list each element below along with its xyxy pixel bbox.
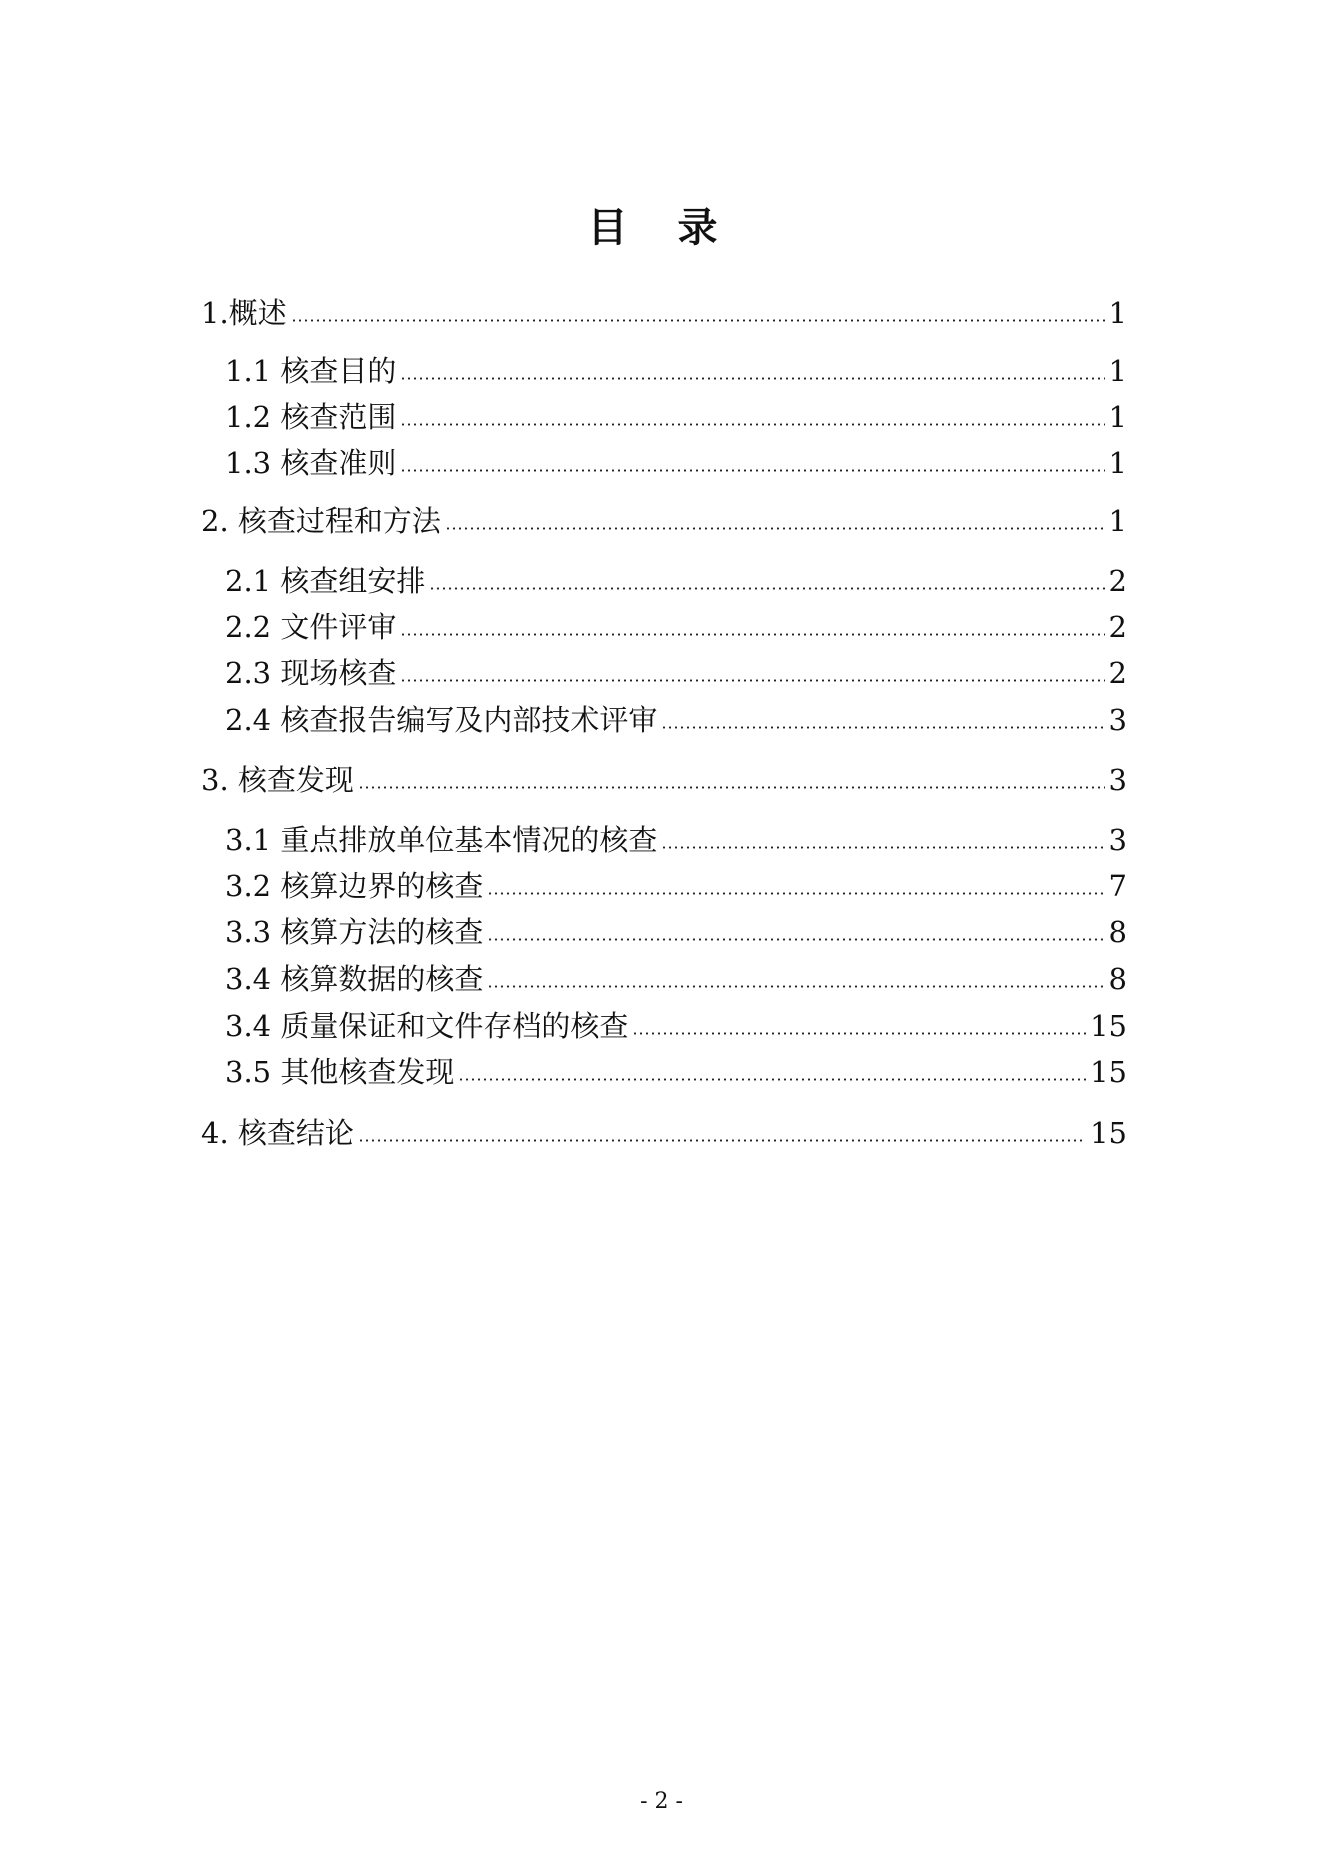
toc-entry[interactable] (225, 912, 1127, 952)
toc-entry-label: 3. 核查发现 (201, 763, 354, 797)
toc-entry[interactable] (225, 561, 1127, 601)
dot-leader (400, 633, 1104, 636)
toc-entry[interactable] (225, 351, 1127, 391)
toc-entry-page: 3 (1108, 703, 1127, 737)
dot-leader (400, 423, 1104, 426)
dot-leader (487, 985, 1104, 988)
toc-entry-label: 2.4 核查报告编写及内部技术评审 (225, 703, 658, 737)
toc-entry[interactable] (225, 607, 1127, 647)
dot-leader (445, 527, 1105, 530)
toc-entry[interactable] (225, 700, 1127, 740)
toc-entry-label: 4. 核查结论 (201, 1116, 354, 1150)
toc-entry-label: 3.4 核算数据的核查 (225, 962, 484, 996)
dot-leader (661, 726, 1104, 729)
toc-entry[interactable] (225, 653, 1127, 693)
toc-entry[interactable] (201, 760, 1127, 800)
page-number: - 2 - (640, 1789, 683, 1814)
toc-entry[interactable] (225, 959, 1127, 999)
toc-entry[interactable] (225, 397, 1127, 437)
toc-entry[interactable] (225, 1006, 1127, 1046)
toc-entry-page: 8 (1108, 962, 1127, 996)
toc-entry-page: 1 (1108, 354, 1127, 388)
dot-leader (400, 679, 1104, 682)
toc-entry-label: 2.1 核查组安排 (225, 564, 426, 598)
toc-entry-label: 1.2 核查范围 (225, 400, 397, 434)
toc-entry-page: 2 (1108, 610, 1127, 644)
dot-leader (358, 786, 1105, 789)
toc-entry[interactable] (225, 820, 1127, 860)
toc-entry-page: 7 (1108, 869, 1127, 903)
toc-entry-page: 15 (1090, 1009, 1127, 1043)
dot-leader (487, 892, 1104, 895)
toc-entry[interactable] (225, 866, 1127, 906)
toc-entry-page: 2 (1108, 564, 1127, 598)
toc-entry[interactable] (225, 443, 1127, 483)
toc-entry-label: 2.2 文件评审 (225, 610, 397, 644)
dot-leader (487, 938, 1104, 941)
toc-entry-label: 3.2 核算边界的核查 (225, 869, 484, 903)
dot-leader (632, 1032, 1086, 1035)
toc-entry-page: 1 (1108, 504, 1127, 538)
toc-entry-page: 15 (1090, 1055, 1127, 1089)
dot-leader (400, 377, 1104, 380)
toc-entry[interactable] (201, 1113, 1127, 1153)
toc-entry-label: 3.4 质量保证和文件存档的核查 (225, 1009, 629, 1043)
toc-entry-label: 2. 核查过程和方法 (201, 504, 441, 538)
dot-leader (429, 587, 1104, 590)
toc-entry-label: 1.1 核查目的 (225, 354, 397, 388)
dot-leader (291, 319, 1105, 322)
dot-leader (661, 846, 1104, 849)
toc-entry-page: 1 (1108, 296, 1127, 330)
toc-entry-label: 3.5 其他核查发现 (225, 1055, 455, 1089)
toc-entry[interactable] (201, 501, 1127, 541)
dot-leader (400, 469, 1104, 472)
toc-entry-page: 15 (1090, 1116, 1127, 1150)
toc-entry-page: 3 (1108, 763, 1127, 797)
toc-entry-label: 3.1 重点排放单位基本情况的核查 (225, 823, 658, 857)
dot-leader (358, 1139, 1086, 1142)
toc-entry-page: 1 (1108, 400, 1127, 434)
toc-title: 目 录 (587, 205, 736, 251)
toc-entry-page: 1 (1108, 446, 1127, 480)
toc-entry-label: 3.3 核算方法的核查 (225, 915, 484, 949)
toc-entry-label: 1.概述 (201, 296, 287, 330)
toc-entry-label: 1.3 核查准则 (225, 446, 397, 480)
toc-entry-label: 2.3 现场核查 (225, 656, 397, 690)
toc-entry-page: 2 (1108, 656, 1127, 690)
toc-entry[interactable] (225, 1052, 1127, 1092)
toc-entry[interactable] (201, 293, 1127, 333)
toc-entry-page: 8 (1108, 915, 1127, 949)
toc-entry-page: 3 (1108, 823, 1127, 857)
dot-leader (458, 1078, 1086, 1081)
